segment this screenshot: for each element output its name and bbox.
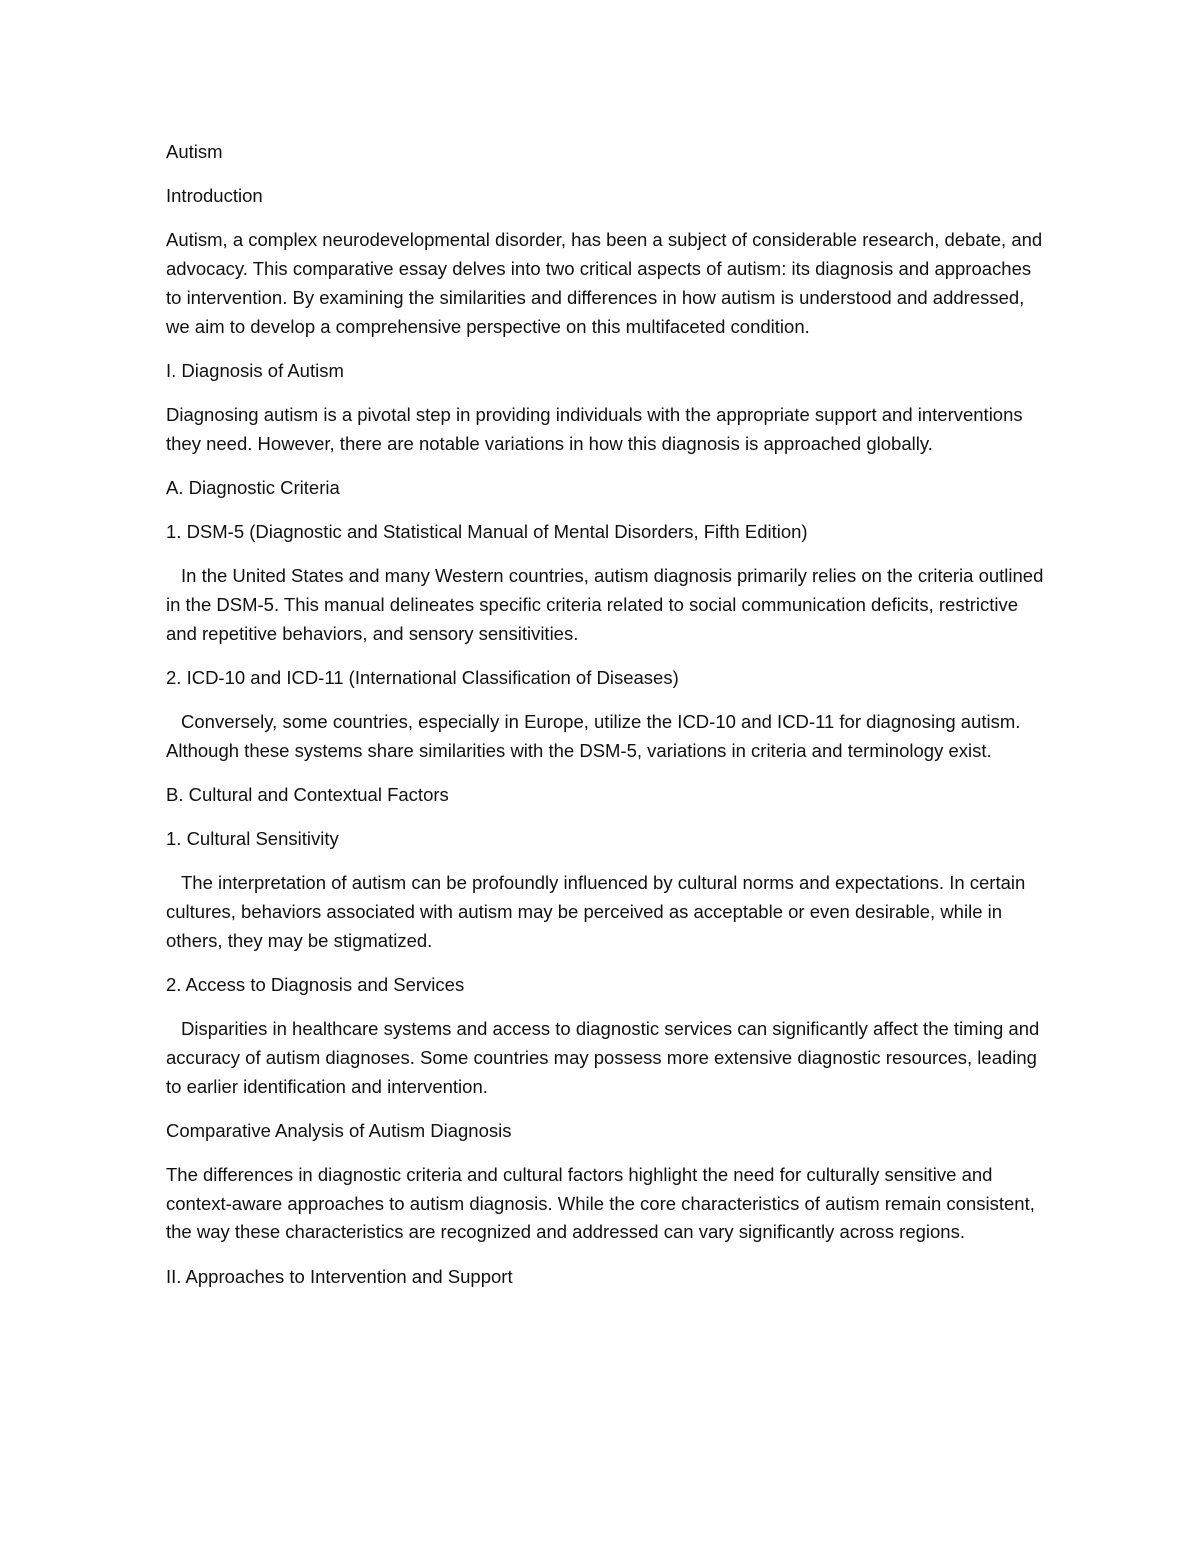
- comparative-paragraph: The differences in diagnostic criteria and cultural factors highlight the need for culturally sensitive and context-aware approaches to autism diagnosis. While the core characteristics of autism remain consistent, the way these characteristics are recognized and addressed can vary significantly across regions.: [166, 1163, 1035, 1243]
- subsection-a-heading: A. Diagnostic Criteria: [166, 476, 340, 498]
- intro-paragraph: Autism, a complex neurodevelopmental disorder, has been a subject of considerable research, debate, and advocacy. This comparative essay delves into two critical aspects of autism: its diagnosis and approaches to intervention. By examining the similarities and differences in how autism is understood and addressed, we aim to develop a comprehensive perspective on this multifaceted condition.: [166, 229, 1043, 337]
- item-a2-paragraph: Conversely, some countries, especially in Europe, utilize the ICD-10 and ICD-11 for diagnosing autism. Although these systems share similarities with the DSM-5, variations in criteria and terminology exist.: [166, 711, 1021, 761]
- section1-paragraph: Diagnosing autism is a pivotal step in providing individuals with the appropriate support and interventions they need. However, there are notable variations in how this diagnosis is approached globally.: [166, 403, 1023, 454]
- comparative-heading: Comparative Analysis of Autism Diagnosis: [166, 1119, 512, 1141]
- section2-heading: II. Approaches to Intervention and Support: [166, 1265, 513, 1287]
- item-a1-paragraph: In the United States and many Western countries, autism diagnosis primarily relies on the criteria outlined in the DSM-5. This manual delineates specific criteria related to social communication deficits, restrictive and repetitive behaviors, and sensory sensitivities.: [166, 565, 1044, 644]
- intro-heading: Introduction: [166, 185, 263, 207]
- document-body: [166, 138, 1046, 1307]
- document-title: Autism: [166, 141, 223, 162]
- section1-heading: I. Diagnosis of Autism: [166, 359, 344, 381]
- item-a1-heading: 1. DSM-5 (Diagnostic and Statistical Manual of Mental Disorders, Fifth Edition): [166, 521, 808, 543]
- item-b2-heading: 2. Access to Diagnosis and Services: [166, 973, 465, 995]
- subsection-b-heading: B. Cultural and Contextual Factors: [166, 783, 449, 805]
- item-a2-heading: 2. ICD-10 and ICD-11 (International Classification of Diseases): [166, 666, 679, 688]
- item-b2-paragraph: Disparities in healthcare systems and access to diagnostic services can significantly affect the timing and accuracy of autism diagnoses. Some countries may possess more extensive diagnostic resources, leading to earlier identification and intervention.: [166, 1018, 1040, 1097]
- item-b1-heading: 1. Cultural Sensitivity: [166, 828, 339, 850]
- item-b1-paragraph: The interpretation of autism can be profoundly influenced by cultural norms and expectations. In certain cultures, behaviors associated with autism may be perceived as acceptable or even desirable, while in others, they may be stigmatized.: [166, 872, 1026, 951]
